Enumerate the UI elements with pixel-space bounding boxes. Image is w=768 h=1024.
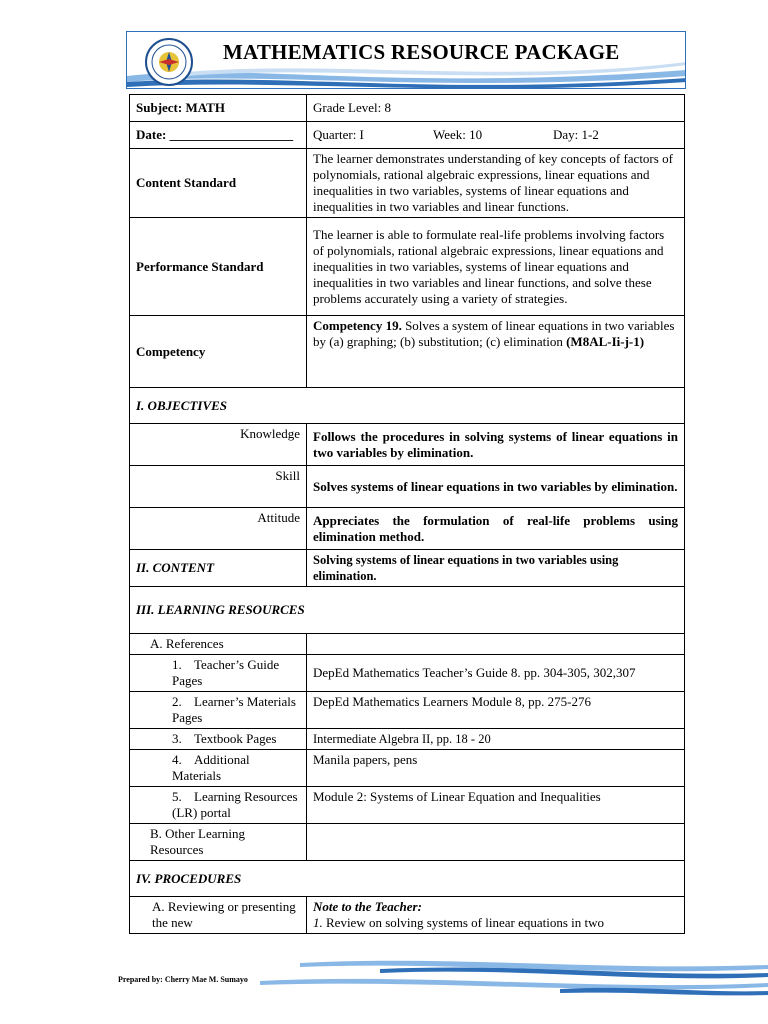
subject-cell: Subject: MATH: [130, 95, 307, 122]
date-row: [130, 122, 685, 149]
resource-number: 3.: [172, 731, 182, 746]
competency-cell: [307, 316, 685, 388]
knowledge-label: Knowledge: [130, 424, 307, 466]
note-number: 1.: [313, 915, 323, 930]
resource-value: Module 2: Systems of Linear Equation and Inequalities: [307, 787, 685, 824]
resources-heading-row: [130, 587, 685, 634]
resource-row: [130, 750, 685, 787]
competency-label: Competency: [130, 316, 307, 388]
procedure-a-row: [130, 897, 685, 934]
competency-number: Competency 19.: [313, 318, 402, 333]
other-resources-value: [307, 824, 685, 861]
resource-row: [130, 692, 685, 729]
performance-standard-text: The learner is able to formulate real-life problems involving factors of polynomials, rational algebraic expressions, linear equations and inequalities in two variables, systems of linear equations and inequalities in two variables and linear functions, and solve these problems accurately using a variety of strategies.: [307, 218, 685, 316]
procedures-heading: IV. PROCEDURES: [130, 861, 685, 897]
date-cell: [130, 122, 307, 149]
content-standard-row: [130, 149, 685, 218]
knowledge-row: [130, 424, 685, 466]
attitude-label: Attitude: [130, 508, 307, 550]
attitude-text: Appreciates the formulation of real-life problems using elimination method.: [307, 508, 685, 550]
references-label: A. References: [130, 634, 307, 655]
skill-row: [130, 466, 685, 508]
resource-name: Additional Materials: [172, 752, 250, 783]
performance-standard-row: [130, 218, 685, 316]
resource-number: 2.: [172, 694, 182, 709]
knowledge-text: Follows the procedures in solving systems of linear equations in two variables by elimination.: [307, 424, 685, 466]
resource-number: 1.: [172, 657, 182, 672]
date-blank: ___________________: [169, 127, 294, 142]
content-standard-text: The learner demonstrates understanding of key concepts of factors of polynomials, rational algebraic expressions, linear equations and inequalities in two variables, systems of linear equations and inequalities in two variables and linear functions.: [307, 149, 685, 218]
resource-value: DepEd Mathematics Teacher’s Guide 8. pp. 304-305, 302,307: [307, 655, 685, 692]
procedure-a-label: A. Reviewing or presenting the new: [130, 897, 307, 934]
resources-heading: III. LEARNING RESOURCES: [130, 587, 685, 634]
procedures-heading-row: [130, 861, 685, 897]
objectives-heading-row: [130, 388, 685, 424]
other-resources-label: B. Other Learning Resources: [130, 824, 307, 861]
resource-number: 4.: [172, 752, 182, 767]
attitude-row: [130, 508, 685, 550]
competency-text: Solves a system of linear equations in two variables by (a) graphing; (b) substitution; (c) elimination: [313, 318, 675, 349]
subject-row: [130, 95, 685, 122]
content-standard-label: Content Standard: [130, 149, 307, 218]
lesson-plan-table: [129, 94, 685, 934]
grade-level-cell: Grade Level: 8: [307, 95, 685, 122]
content-heading: II. CONTENT: [130, 550, 307, 587]
other-resources-row: [130, 824, 685, 861]
references-value: [307, 634, 685, 655]
resource-number: 5.: [172, 789, 182, 804]
resource-label: [130, 787, 307, 824]
skill-text: Solves systems of linear equations in two variables by elimination.: [307, 466, 685, 508]
deped-seal-logo: [145, 38, 193, 86]
prepared-by: Prepared by: Cherry Mae M. Sumayo: [118, 975, 248, 984]
performance-standard-label: Performance Standard: [130, 218, 307, 316]
resource-value: Manila papers, pens: [307, 750, 685, 787]
resource-name: Learner’s Materials Pages: [172, 694, 296, 725]
resource-name: Learning Resources (LR) portal: [172, 789, 298, 820]
resource-value: Intermediate Algebra II, pp. 18 - 20: [307, 729, 685, 750]
header-banner: [126, 31, 686, 89]
resource-label: [130, 655, 307, 692]
procedure-a-content: [307, 897, 685, 934]
note-text: Review on solving systems of linear equations in two: [322, 915, 605, 930]
resource-row: [130, 729, 685, 750]
resource-row: [130, 787, 685, 824]
resource-value: DepEd Mathematics Learners Module 8, pp. 275-276: [307, 692, 685, 729]
resource-name: Textbook Pages: [194, 731, 277, 746]
competency-row: [130, 316, 685, 388]
week-text: Week: 10: [433, 127, 483, 142]
resource-label: [130, 729, 307, 750]
quarter-text: Quarter: I: [313, 127, 364, 142]
date-label: Date:: [136, 127, 167, 142]
resource-label: [130, 692, 307, 729]
skill-label: Skill: [130, 466, 307, 508]
objectives-heading: I. OBJECTIVES: [130, 388, 685, 424]
footer-swoosh-art: [0, 955, 768, 1005]
content-row: [130, 550, 685, 587]
content-text: Solving systems of linear equations in two variables using elimination.: [307, 550, 685, 587]
references-row: [130, 634, 685, 655]
schedule-cell: [307, 122, 685, 149]
resource-label: [130, 750, 307, 787]
competency-code: (M8AL-Ii-j-1): [566, 334, 645, 349]
note-item: [313, 915, 678, 931]
resource-name: Teacher’s Guide Pages: [172, 657, 280, 688]
note-title: Note to the Teacher:: [313, 899, 422, 914]
page-title: MATHEMATICS RESOURCE PACKAGE: [223, 40, 620, 64]
resource-row: [130, 655, 685, 692]
day-text: Day: 1-2: [553, 127, 599, 142]
